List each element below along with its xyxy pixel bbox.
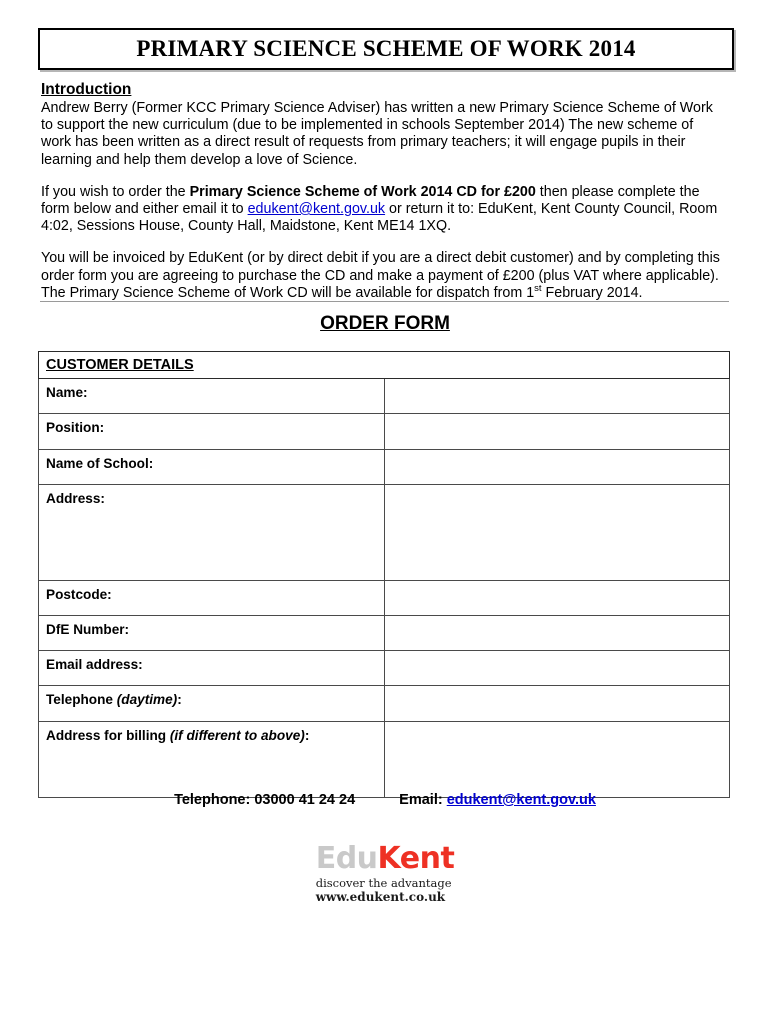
logo-wrapper xyxy=(316,843,455,905)
label-text-school: Name of School: xyxy=(46,456,154,471)
order-text-lead: If you wish to order the xyxy=(41,183,190,200)
footer-telephone: Telephone: 03000 41 24 24 xyxy=(174,792,356,808)
logo-website-url: www.edukent.co.uk xyxy=(315,890,446,904)
label-text-name: Name: xyxy=(46,385,88,400)
field-label-address xyxy=(39,485,385,581)
field-input-dfe-number[interactable] xyxy=(384,616,730,651)
customer-details-banner xyxy=(39,352,730,379)
table-row xyxy=(39,651,730,686)
label-text-address: Address: xyxy=(46,491,105,506)
field-label-position xyxy=(39,414,385,450)
label-text-position: Position: xyxy=(46,420,105,435)
label-text-telephone xyxy=(46,692,384,709)
ordinal-suffix: st xyxy=(534,283,542,295)
field-label-school xyxy=(39,450,385,485)
table-row xyxy=(39,722,730,798)
field-label-postcode xyxy=(39,581,385,616)
field-input-billing-address[interactable] xyxy=(384,722,730,798)
field-label-email-address xyxy=(39,651,385,686)
edukent-logo xyxy=(0,843,770,906)
table-row xyxy=(39,485,730,581)
invoice-text-tail: February 2014. xyxy=(541,284,643,301)
order-text-mid: then please complete the form below and either email it to xyxy=(41,183,700,218)
customer-details-table xyxy=(38,351,730,798)
label-text-dfe-number: DfE Number: xyxy=(46,622,130,637)
field-label-name xyxy=(39,379,385,414)
logo-wordmark xyxy=(316,841,455,876)
section-divider xyxy=(40,301,729,302)
table-row xyxy=(39,581,730,616)
label-telephone-italic: (daytime) xyxy=(116,692,178,707)
logo-edu-text: Edu xyxy=(315,841,378,876)
label-text-billing-address xyxy=(46,728,384,745)
field-label-dfe-number xyxy=(39,616,385,651)
label-billing-colon: : xyxy=(304,728,310,743)
footer-email-label: Email: xyxy=(399,792,447,808)
label-telephone-colon: : xyxy=(177,692,182,707)
page-title: PRIMARY SCIENCE SCHEME OF WORK 2014 xyxy=(136,36,636,61)
field-input-email-address[interactable] xyxy=(384,651,730,686)
field-label-billing-address xyxy=(39,722,385,798)
order-text-tail: or return it to: EduKent, Kent County Council, Room 4:02, Sessions House, County Hall, Maidstone, Kent ME14 1XQ. xyxy=(41,201,718,235)
intro-paragraph-3 xyxy=(41,250,721,302)
footer-email-link[interactable]: edukent@kent.gov.uk xyxy=(446,792,596,808)
table-row-banner xyxy=(39,352,730,379)
customer-details-banner-label: CUSTOMER DETAILS xyxy=(46,357,194,373)
intro-paragraph-1: Andrew Berry (Former KCC Primary Science Adviser) has written a new Primary Science Scheme of Work to support the new curriculum (due to be implemented in schools September 2014) The new scheme of work has been written as a direct result of requests from primary teachers; it will engage pupils in their learning and help them develop a love of Science. xyxy=(41,100,713,168)
email-link-inline[interactable]: edukent@kent.gov.uk xyxy=(247,201,386,218)
field-input-telephone[interactable] xyxy=(384,686,730,722)
invoice-text-lead: You will be invoiced by EduKent (or by direct debit if you are a direct debit customer) and by completing this order form you are agreeing to purchase the CD and make a payment of £200 (plus VAT where applicable). The Primary Science Scheme of Work CD will be available for dispatch from 1 xyxy=(41,250,720,301)
field-input-school[interactable] xyxy=(384,450,730,485)
field-input-postcode[interactable] xyxy=(384,581,730,616)
logo-kent-text: Kent xyxy=(377,841,455,876)
table-row xyxy=(39,414,730,450)
label-text-email-address: Email address: xyxy=(46,657,143,672)
label-billing-plain: Address for billing xyxy=(46,728,170,743)
product-price-bold: Primary Science Scheme of Work 2014 CD for £200 xyxy=(189,183,536,200)
table-row xyxy=(39,379,730,414)
table-row xyxy=(39,450,730,485)
introduction-heading: Introduction xyxy=(41,81,132,98)
label-billing-italic: (if different to above) xyxy=(169,728,305,743)
introduction-section xyxy=(41,80,721,302)
label-text-postcode: Postcode: xyxy=(46,587,112,602)
field-input-name[interactable] xyxy=(384,379,730,414)
field-input-position[interactable] xyxy=(384,414,730,450)
order-form-heading: ORDER FORM xyxy=(320,313,450,334)
logo-tagline: discover the advantage xyxy=(315,876,452,890)
document-title-box xyxy=(38,28,734,70)
field-input-address[interactable] xyxy=(384,485,730,581)
footer-contact-line xyxy=(0,792,770,808)
table-row xyxy=(39,616,730,651)
intro-paragraph-2 xyxy=(41,184,721,236)
table-row xyxy=(39,686,730,722)
label-telephone-plain: Telephone xyxy=(46,692,117,707)
field-label-telephone xyxy=(39,686,385,722)
